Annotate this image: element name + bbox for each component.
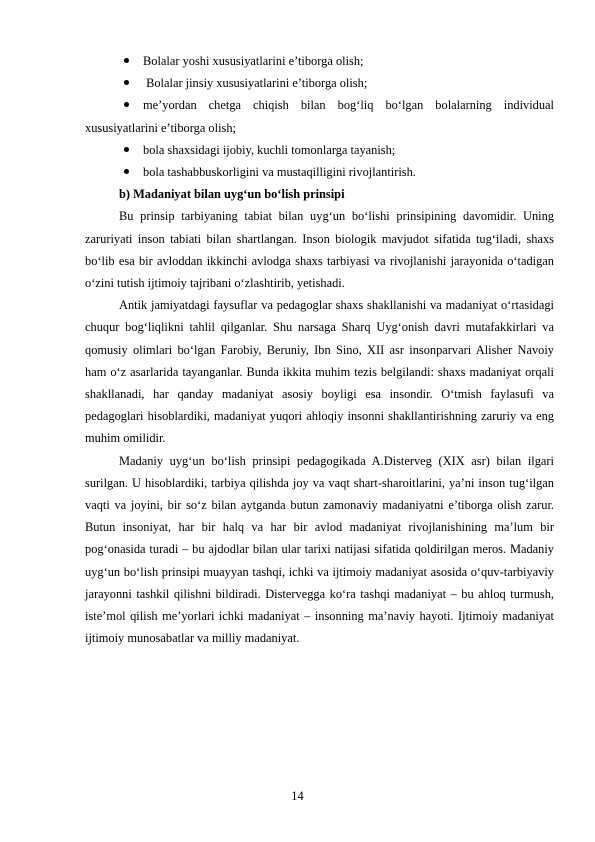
paragraph: Antik jamiyatdagi faysuflar va pedagoglar shaxs shakllanishi va madaniyat o‘rtasidagi chuqur bog‘liqlikni tahlil qilganlar. Shu narsaga Sharq Uyg‘onish davri mutafakkirlari va qomusiy olimlari bo‘lgan Farobiy, Beruniy, Ibn Sino, XII asr insonparvari Alisher Navoiy ham o‘z asarlarida tayanganlar. Bunda ikkita muhim tezis belgilandi: shaxs madaniyat orqali shakllanadi, har qanday madaniyat asosiy boyligi esa insondir. O‘tmish faylasufi va pedagoglari hisoblardiki, madaniyat yuqori ahloqiy insonni shakllantirishning zaruriy va eng muhim omilidir. bbox=[85, 298, 554, 446]
paragraph: Madaniy uyg‘un bo‘lish prinsipi pedagogikada A.Disterveg (XIX asr) bilan ilgari surilgan. U hisoblardiki, tarbiya qilishda joy va vaqt shart-sharoitlarini, ya’ni inson tug‘ilgan vaqti va joyini, bir so‘z bilan aytganda butun zamonaviy madaniyatni e’tiborga olish zarur. Butun insoniyat, har bir halq va har bir avlod madaniyat rivojlanishining ma’lum bir pog‘onasida turadi – bu ajdodlar bilan ular tarixi natijasi sifatida qoldirilgan meros. Madaniy uyg‘un bo‘lish prinsipi muayyan tashqi, ichki va ijtimoiy madaniyat asosida o‘quv-tarbiyaviy jarayonni tashkil qilishni bildiradi. Distervegga ko‘ra tashqi madaniyat – bu ahloq turmush, iste’mol qilish me’yorlari ichki madaniyat – insonning ma’naviy hayoti. Ijtimoiy madaniyat ijtimoiy munosabatlar va milliy madaniyat. bbox=[85, 453, 554, 646]
bullet-icon bbox=[124, 147, 129, 152]
bullet-icon bbox=[124, 80, 129, 85]
bullet-item bbox=[85, 72, 554, 94]
bullet-icon bbox=[124, 58, 129, 63]
section-heading: b) Madaniyat bilan uyg‘un bo‘lish prinsipi bbox=[119, 187, 345, 202]
bullet-item bbox=[85, 139, 554, 161]
bullet-text: me’yordan chetga chiqish bilan bog‘liq bo‘lgan bolalarning individual xususiyatlarini e’tiborga olish; bbox=[85, 98, 554, 135]
bullet-item bbox=[85, 50, 554, 72]
bullet-text: bola shaxsidagi ijobiy, kuchli tomonlarga tayanish; bbox=[143, 142, 396, 157]
bullet-icon bbox=[124, 169, 129, 174]
bullet-item bbox=[85, 94, 554, 138]
bullet-text: bola tashabbuskorligini va mustaqilligini rivojlantirish. bbox=[143, 165, 416, 180]
bullet-text: Bolalar jinsiy xususiyatlarini e’tiborga olish; bbox=[143, 76, 368, 91]
bullet-icon bbox=[124, 102, 129, 107]
page-number: 14 bbox=[291, 789, 304, 803]
page-body bbox=[85, 50, 554, 649]
paragraph: Bu prinsip tarbiyaning tabiat bilan uyg‘un bo‘lishi prinsipining davomidir. Uning zaruriyati inson tabiati bilan shartlangan. Inson biologik mavjudot sifatida tug‘iladi, shaxs bo‘lib esa bir avloddan ikkinchi avlodga shaxs tarbiyasi va rivojlanishi jarayonida o‘tadigan o‘zini tutish ijtimoiy tajribani o‘zlashtirib, yetishadi. bbox=[85, 209, 554, 291]
bullet-text: Bolalar yoshi xususiyatlarini e’tiborga olish; bbox=[143, 54, 364, 68]
bullet-item bbox=[85, 161, 554, 183]
